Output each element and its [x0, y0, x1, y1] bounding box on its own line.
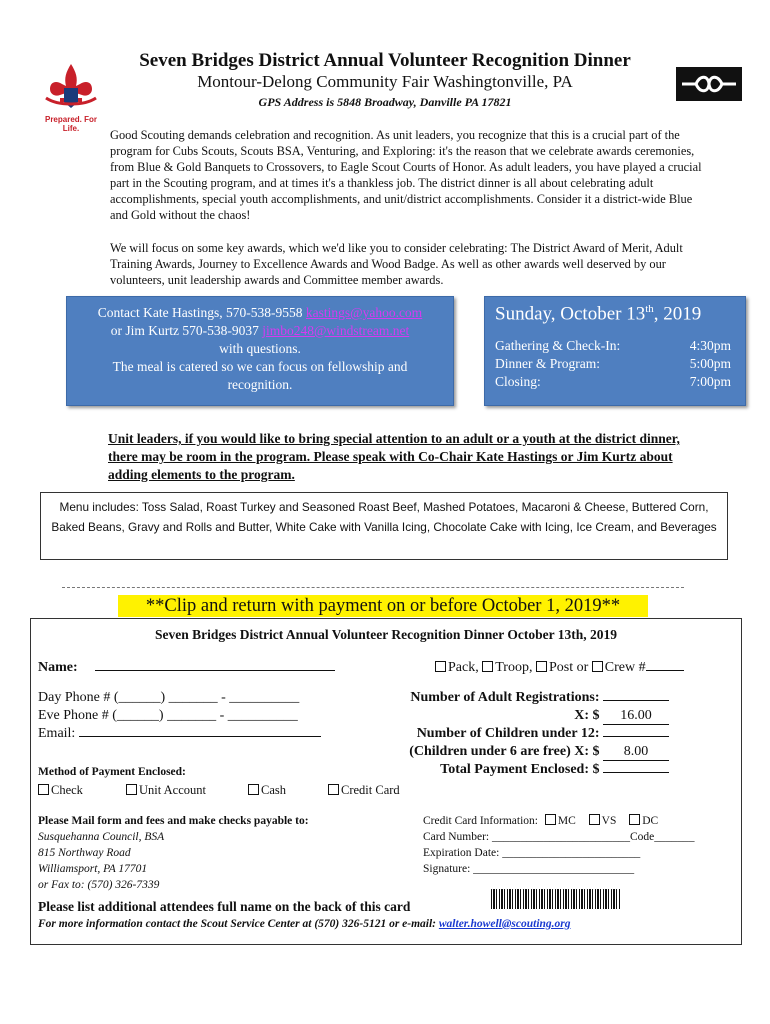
menu-box: Menu includes: Toss Salad, Roast Turkey and Seasoned Roast Beef, Mashed Potatoes, Macaroni & Cheese, Buttered Corn, Baked Beans, Gravy and Rolls and Butter, White Cake with Vanilla Icing, Chocolate Cake with Icing, Ice Cream, and Beverages	[40, 492, 728, 560]
kate-email-link[interactable]: kastings@yahoo.com	[305, 305, 423, 320]
service-center-email-link[interactable]: walter.howell@scouting.org	[438, 918, 571, 930]
pay-unit-option[interactable]: Unit Account	[126, 783, 206, 798]
pay-check-option[interactable]: Check	[38, 783, 83, 798]
clip-divider	[62, 587, 684, 588]
credit-card-checkbox[interactable]	[328, 784, 339, 795]
card-number-field[interactable]: Card Number: ________________________Code_______	[423, 831, 695, 843]
page-subtitle: Montour-Delong Community Fair Washingtonville, PA	[197, 72, 573, 91]
total-payment[interactable]: Total Payment Enclosed: $	[393, 762, 669, 778]
post-checkbox[interactable]	[536, 661, 547, 672]
jim-email-link[interactable]: jimbo248@windstream.net	[262, 323, 410, 338]
contact-box	[66, 296, 454, 406]
check-checkbox[interactable]	[38, 784, 49, 795]
page-title: Seven Bridges District Annual Volunteer Recognition Dinner	[139, 50, 631, 71]
event-date: Sunday, October 13th, 2019	[495, 303, 702, 325]
name-field[interactable]: Name:	[38, 660, 335, 676]
schedule-row: Dinner & Program: 5:00pm	[495, 356, 731, 372]
payment-method-label: Method of Payment Enclosed:	[38, 766, 186, 778]
unit-account-checkbox[interactable]	[126, 784, 137, 795]
pay-cash-option[interactable]: Cash	[248, 783, 286, 798]
expiration-date-field[interactable]: Expiration Date: ________________________	[423, 847, 641, 859]
clip-return-banner: **Clip and return with payment on or before October 1, 2019**	[118, 595, 648, 617]
day-phone-field[interactable]: Day Phone # (______) _______ - __________	[38, 690, 300, 705]
contact-line-4: The meal is catered so we can focus on fellowship and recognition.	[112, 359, 408, 392]
vs-checkbox[interactable]	[589, 814, 600, 825]
credit-card-info	[423, 813, 695, 877]
dc-checkbox[interactable]	[629, 814, 640, 825]
logo-tagline: Prepared. For Life.	[44, 115, 97, 133]
troop-checkbox[interactable]	[482, 661, 493, 672]
form-title: Seven Bridges District Annual Volunteer Recognition Dinner October 13th, 2019	[154, 627, 617, 642]
contact-line-3: with questions.	[219, 341, 301, 356]
eve-phone-field[interactable]: Eve Phone # (______) _______ - __________	[38, 708, 298, 723]
children-registrations[interactable]: Number of Children under 12:	[393, 726, 669, 742]
mail-instructions	[38, 813, 309, 893]
date-box	[484, 296, 746, 406]
gps-address: GPS Address is 5848 Broadway, Danville PA 17821	[258, 95, 512, 109]
intro-paragraph-1: Good Scouting demands celebration and recognition. As unit leaders, you recognize that this is a crucial part of the program for Cubs Scouts, Scouts BSA, Venturing, and Exploring: it's the reason that we celebrate awards ceremonies, from Blue & Gold Banquets to Crossovers, to Eagle Scout Courts of Honor. As adult leaders, you have played a crucial part in the Scouting program, and at times it's a thankless job. The district dinner is all about celebrating adult accomplishments, special youth accomplishments, and unit/district accomplishments. Consider it a district-wide Blue and Gold without the chaos!	[110, 128, 702, 222]
address-line-1: Susquehanna Council, BSA	[38, 831, 165, 843]
crew-checkbox[interactable]	[592, 661, 603, 672]
adult-price: X: $ 16.00	[393, 708, 669, 725]
child-price: (Children under 6 are free) X: $ 8.00	[363, 744, 669, 761]
email-field[interactable]: Email:	[38, 726, 321, 742]
adult-registrations[interactable]: Number of Adult Registrations:	[393, 690, 669, 706]
cc-type-row: Credit Card Information: MC VS DC	[423, 815, 659, 827]
cash-checkbox[interactable]	[248, 784, 259, 795]
mail-label: Please Mail form and fees and make checks payable to:	[38, 815, 309, 827]
registration-form	[30, 618, 742, 945]
address-line-3: Williamsport, PA 17701	[38, 863, 148, 875]
contact-line-1: Contact Kate Hastings, 570-538-9558 kastings@yahoo.com	[97, 305, 423, 320]
mc-checkbox[interactable]	[545, 814, 556, 825]
pay-credit-option[interactable]: Credit Card	[328, 783, 400, 798]
unit-type-options: Pack, Troop, Post or Crew #	[435, 660, 684, 676]
schedule-list	[495, 337, 745, 391]
intro-paragraph-2: We will focus on some key awards, which we'd like you to consider celebrating: The District Award of Merit, Adult Training Awards, Journey to Excellence Awards and Wood Badge. As well as other awards well deserved by our volunteers, unit leadership awards and Committee member awards.	[110, 241, 683, 287]
back-of-card-note: Please list additional attendees full name on the back of this card	[38, 899, 411, 914]
pack-checkbox[interactable]	[435, 661, 446, 672]
unit-leaders-notice: Unit leaders, if you would like to bring special attention to an adult or a youth at the district dinner, there may be room in the program. Please speak with Co-Chair Kate Hastings or Jim Kurtz about adding elements to the program.	[108, 431, 680, 482]
schedule-row: Gathering & Check-In: 4:30pm	[495, 338, 731, 354]
fax-line: or Fax to: (570) 326-7339	[38, 879, 160, 891]
barcode	[491, 889, 621, 909]
more-info-line: For more information contact the Scout Service Center at (570) 326-5121 or e-mail: walter.howell@scouting.org	[38, 918, 571, 930]
schedule-row: Closing: 7:00pm	[495, 374, 731, 390]
contact-line-2: or Jim Kurtz 570-538-9037 jimbo248@windstream.net	[110, 323, 410, 338]
signature-field[interactable]: Signature: ____________________________	[423, 863, 635, 875]
address-line-2: 815 Northway Road	[38, 847, 131, 859]
